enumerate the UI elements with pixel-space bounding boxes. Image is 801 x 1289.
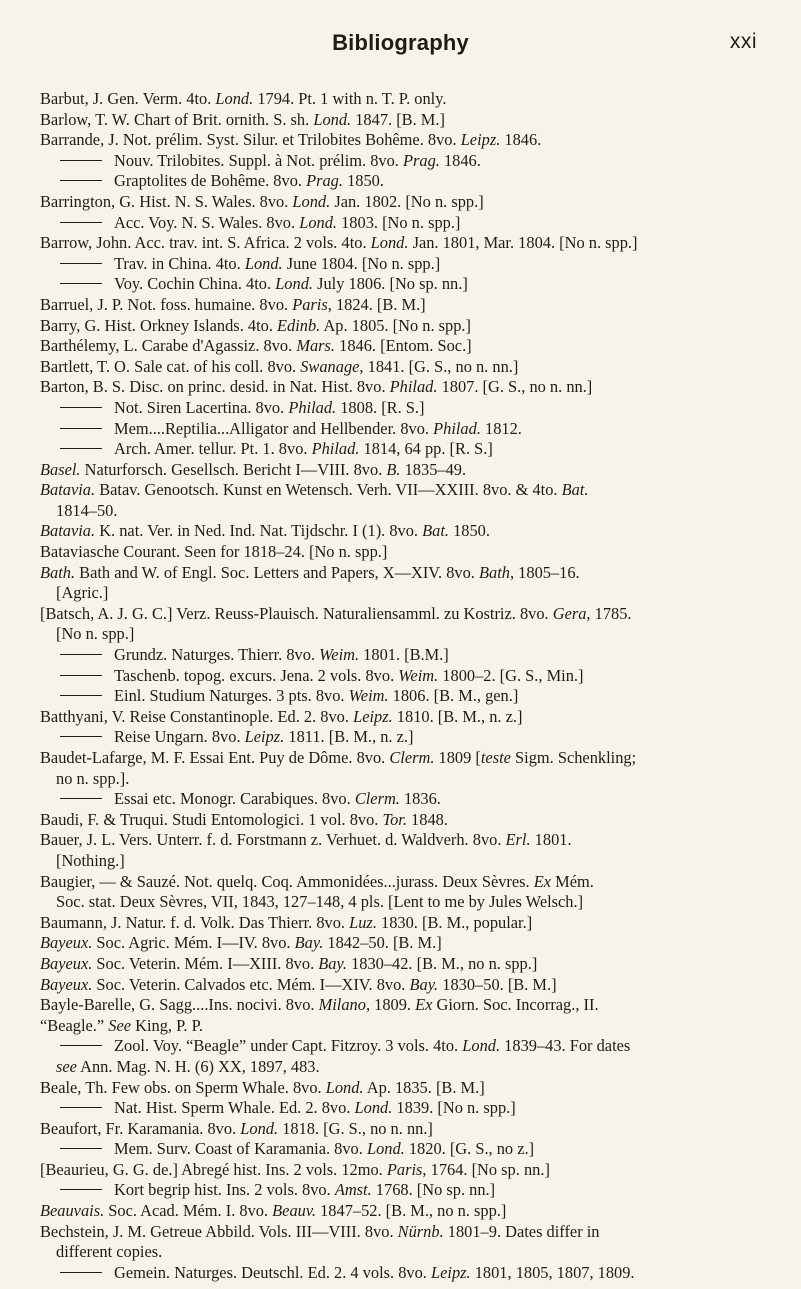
entry-line — [40, 192, 772, 213]
entry-text: Beauvais. Soc. Acad. Mém. I. 8vo. Beauv. 1847–52. [B. M., no n. spp.] — [40, 1201, 507, 1221]
sub-entry-line — [40, 213, 772, 234]
sub-entry-line — [40, 274, 772, 295]
ditto-dash — [60, 428, 102, 429]
ditto-dash — [60, 222, 102, 223]
entry-text: Grundz. Naturges. Thierr. 8vo. Weim. 1801. [B.M.] — [114, 645, 449, 665]
entry-text: Bayle-Barelle, G. Sagg....Ins. nocivi. 8vo. Milano, 1809. Ex Giorn. Soc. Incorrag., II. — [40, 995, 599, 1015]
entry-text: Barlow, T. W. Chart of Brit. ornith. S. sh. Lond. 1847. [B. M.] — [40, 109, 445, 129]
ditto-dash — [60, 695, 102, 696]
entry-text: 1814–50. — [56, 500, 118, 520]
entry-line — [40, 377, 772, 398]
entry-text: Batavia. K. nat. Ver. in Ned. Ind. Nat. Tijdschr. I (1). 8vo. Bat. 1850. — [40, 521, 490, 541]
entry-line — [40, 872, 772, 893]
entry-text: Barrow, John. Acc. trav. int. S. Africa. 2 vols. 4to. Lond. Jan. 1801, Mar. 1804. [No n. spp.] — [40, 233, 638, 253]
sub-entry-line — [40, 1098, 772, 1119]
entry-text: Reise Ungarn. 8vo. Leipz. 1811. [B. M., n. z.] — [114, 727, 414, 747]
entry-line — [40, 913, 772, 934]
ditto-dash — [60, 1189, 102, 1190]
ditto-dash — [60, 448, 102, 449]
entry-line — [40, 295, 772, 316]
entry-text: Barrande, J. Not. prélim. Syst. Silur. et Trilobites Bohême. 8vo. Leipz. 1846. — [40, 130, 542, 150]
entry-continuation-line — [40, 501, 772, 522]
sub-entry-line — [40, 1139, 772, 1160]
entry-text: Gemein. Naturges. Deutschl. Ed. 2. 4 vols. 8vo. Leipz. 1801, 1805, 1807, 1809. — [114, 1262, 635, 1282]
ditto-dash — [60, 1045, 102, 1046]
ditto-dash — [60, 675, 102, 676]
entry-line — [40, 357, 772, 378]
entry-text: Nouv. Trilobites. Suppl. à Not. prélim. 8vo. Prag. 1846. — [114, 150, 481, 170]
sub-entry-line — [40, 254, 772, 275]
page-header — [0, 30, 801, 60]
entry-text: Bechstein, J. M. Getreue Abbild. Vols. III—VIII. 8vo. Nürnb. 1801–9. Dates differ in — [40, 1221, 600, 1241]
sub-entry-line — [40, 727, 772, 748]
entry-text: [Batsch, A. J. G. C.] Verz. Reuss-Plauisch. Naturaliensamml. zu Kostriz. 8vo. Gera, 1785. — [40, 603, 632, 623]
entry-continuation-line — [40, 583, 772, 604]
entry-text: “Beagle.” See King, P. P. — [40, 1015, 203, 1035]
ditto-dash — [60, 1148, 102, 1149]
entry-text: Arch. Amer. tellur. Pt. 1. 8vo. Philad. 1814, 64 pp. [R. S.] — [114, 439, 493, 459]
entry-text: Barruel, J. P. Not. foss. humaine. 8vo. Paris, 1824. [B. M.] — [40, 294, 426, 314]
entry-line — [40, 1119, 772, 1140]
entry-line — [40, 521, 772, 542]
sub-entry-line — [40, 398, 772, 419]
entry-line — [40, 1222, 772, 1243]
sub-entry-line — [40, 1263, 772, 1284]
entry-continuation-line — [40, 851, 772, 872]
entry-text: Bath. Bath and W. of Engl. Soc. Letters and Papers, X—XIV. 8vo. Bath, 1805–16. — [40, 562, 580, 582]
entry-text: Not. Siren Lacertina. 8vo. Philad. 1808. [R. S.] — [114, 397, 425, 417]
sub-entry-line — [40, 666, 772, 687]
entry-line — [40, 480, 772, 501]
entry-line — [40, 954, 772, 975]
page-title: Bibliography — [332, 30, 469, 55]
entry-text: Barthélemy, L. Carabe d'Agassiz. 8vo. Mars. 1846. [Entom. Soc.] — [40, 336, 472, 356]
entry-line — [40, 563, 772, 584]
sub-entry-line — [40, 1180, 772, 1201]
entry-continuation-line — [40, 624, 772, 645]
sub-entry-line — [40, 789, 772, 810]
entry-text: Barton, B. S. Disc. on princ. desid. in Nat. Hist. 8vo. Philad. 1807. [G. S., no n. nn.] — [40, 377, 593, 397]
ditto-dash — [60, 180, 102, 181]
entry-line — [40, 336, 772, 357]
entry-text: Beaufort, Fr. Karamania. 8vo. Lond. 1818. [G. S., no n. nn.] — [40, 1118, 433, 1138]
bibliography-entries — [40, 89, 772, 1283]
entry-line — [40, 933, 772, 954]
entry-text: different copies. — [56, 1242, 163, 1262]
entry-text: Bartlett, T. O. Sale cat. of his coll. 8vo. Swanage, 1841. [G. S., no n. nn.] — [40, 356, 519, 376]
entry-line — [40, 316, 772, 337]
entry-text: Beale, Th. Few obs. on Sperm Whale. 8vo. Lond. Ap. 1835. [B. M.] — [40, 1077, 485, 1097]
entry-text: Voy. Cochin China. 4to. Lond. July 1806. [No sp. nn.] — [114, 274, 468, 294]
entry-continuation-line — [40, 769, 772, 790]
sub-entry-line — [40, 151, 772, 172]
entry-text: Trav. in China. 4to. Lond. June 1804. [No n. spp.] — [114, 253, 441, 273]
entry-text: Basel. Naturforsch. Gesellsch. Bericht I—VIII. 8vo. B. 1835–49. — [40, 459, 467, 479]
sub-entry-line — [40, 1036, 772, 1057]
entry-line — [40, 975, 772, 996]
entry-line — [40, 130, 772, 151]
entry-line — [40, 233, 772, 254]
entry-text: Baugier, — & Sauzé. Not. quelq. Coq. Ammonidées...jurass. Deux Sèvres. Ex Mém. — [40, 871, 594, 891]
entry-line — [40, 460, 772, 481]
entry-text: no n. spp.]. — [56, 768, 130, 788]
entry-text: Batthyani, V. Reise Constantinople. Ed. 2. 8vo. Leipz. 1810. [B. M., n. z.] — [40, 706, 523, 726]
ditto-dash — [60, 736, 102, 737]
entry-text: Acc. Voy. N. S. Wales. 8vo. Lond. 1803. [No n. spp.] — [114, 212, 461, 232]
entry-continuation-line — [40, 892, 772, 913]
ditto-dash — [60, 160, 102, 161]
entry-text: Barry, G. Hist. Orkney Islands. 4to. Edinb. Ap. 1805. [No n. spp.] — [40, 315, 471, 335]
entry-text: Bataviasche Courant. Seen for 1818–24. [No n. spp.] — [40, 542, 388, 562]
ditto-dash — [60, 283, 102, 284]
entry-text: see Ann. Mag. N. H. (6) XX, 1897, 483. — [56, 1056, 320, 1076]
entry-line — [40, 1160, 772, 1181]
entry-line — [40, 748, 772, 769]
ditto-dash — [60, 263, 102, 264]
entry-line — [40, 1078, 772, 1099]
entry-text: Bayeux. Soc. Veterin. Calvados etc. Mém. I—XIV. 8vo. Bay. 1830–50. [B. M.] — [40, 974, 557, 994]
entry-text: Soc. stat. Deux Sèvres, VII, 1843, 127–148, 4 pls. [Lent to me by Jules Welsch.] — [56, 892, 584, 912]
entry-text: Kort begrip hist. Ins. 2 vols. 8vo. Amst. 1768. [No sp. nn.] — [114, 1180, 496, 1200]
entry-line — [40, 542, 772, 563]
ditto-dash — [60, 654, 102, 655]
entry-text: Bayeux. Soc. Veterin. Mém. I—XIII. 8vo. Bay. 1830–42. [B. M., no n. spp.] — [40, 953, 538, 973]
sub-entry-line — [40, 686, 772, 707]
entry-text: Einl. Studium Naturges. 3 pts. 8vo. Weim. 1806. [B. M., gen.] — [114, 686, 519, 706]
ditto-dash — [60, 1272, 102, 1273]
entry-line — [40, 604, 772, 625]
ditto-dash — [60, 798, 102, 799]
sub-entry-line — [40, 171, 772, 192]
entry-text: Batavia. Batav. Genootsch. Kunst en Wetensch. Verh. VII—XXIII. 8vo. & 4to. Bat. — [40, 480, 589, 500]
entry-text: [Agric.] — [56, 583, 109, 603]
entry-text: Mem. Surv. Coast of Karamania. 8vo. Lond. 1820. [G. S., no z.] — [114, 1139, 535, 1159]
sub-entry-line — [40, 439, 772, 460]
entry-text: Baumann, J. Natur. f. d. Volk. Das Thierr. 8vo. Luz. 1830. [B. M., popular.] — [40, 912, 533, 932]
entry-text: Baudi, F. & Truqui. Studi Entomologici. 1 vol. 8vo. Tor. 1848. — [40, 809, 448, 829]
entry-text: Taschenb. topog. excurs. Jena. 2 vols. 8vo. Weim. 1800–2. [G. S., Min.] — [114, 665, 584, 685]
page-number: xxi — [729, 30, 757, 53]
entry-line — [40, 110, 772, 131]
entry-continuation-line — [40, 1242, 772, 1263]
entry-line — [40, 830, 772, 851]
sub-entry-line — [40, 645, 772, 666]
entry-text: Graptolites de Bohême. 8vo. Prag. 1850. — [114, 171, 384, 191]
entry-line — [40, 995, 772, 1016]
entry-text: Barrington, G. Hist. N. S. Wales. 8vo. Lond. Jan. 1802. [No n. spp.] — [40, 191, 484, 211]
entry-line — [40, 89, 772, 110]
entry-text: Nat. Hist. Sperm Whale. Ed. 2. 8vo. Lond. 1839. [No n. spp.] — [114, 1098, 516, 1118]
sub-entry-line — [40, 419, 772, 440]
entry-text: Mem....Reptilia...Alligator and Hellbender. 8vo. Philad. 1812. — [114, 418, 522, 438]
entry-text: Baudet-Lafarge, M. F. Essai Ent. Puy de Dôme. 8vo. Clerm. 1809 [teste Sigm. Schenkling; — [40, 748, 637, 767]
entry-line — [40, 810, 772, 831]
entry-continuation-line — [40, 1057, 772, 1078]
entry-line — [40, 1201, 772, 1222]
entry-text: Barbut, J. Gen. Verm. 4to. Lond. 1794. Pt. 1 with n. T. P. only. — [40, 89, 447, 108]
ditto-dash — [60, 407, 102, 408]
entry-text: Essai etc. Monogr. Carabiques. 8vo. Clerm. 1836. — [114, 789, 441, 809]
entry-text: Zool. Voy. “Beagle” under Capt. Fitzroy. 3 vols. 4to. Lond. 1839–43. For dates — [114, 1036, 631, 1056]
entry-text: [Nothing.] — [56, 850, 125, 870]
entry-line — [40, 1016, 772, 1037]
entry-text: Bayeux. Soc. Agric. Mém. I—IV. 8vo. Bay. 1842–50. [B. M.] — [40, 933, 442, 953]
entry-text: [No n. spp.] — [56, 624, 135, 644]
ditto-dash — [60, 1107, 102, 1108]
entry-text: [Beaurieu, G. G. de.] Abregé hist. Ins. 2 vols. 12mo. Paris, 1764. [No sp. nn.] — [40, 1159, 550, 1179]
entry-text: Bauer, J. L. Vers. Unterr. f. d. Forstmann z. Verhuet. d. Waldverh. 8vo. Erl. 1801. — [40, 830, 572, 850]
entry-line — [40, 707, 772, 728]
